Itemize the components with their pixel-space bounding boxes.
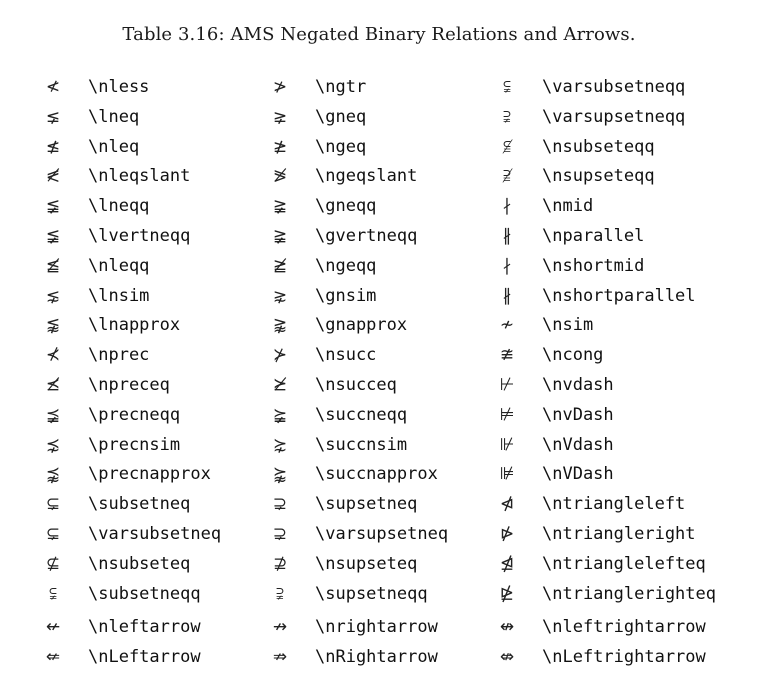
table-row bbox=[263, 72, 366, 102]
relation-symbol: ⪉ bbox=[45, 315, 61, 336]
latex-command: \nmid bbox=[542, 196, 594, 217]
table-row bbox=[263, 370, 397, 400]
latex-command: \lneq bbox=[88, 106, 140, 127]
relation-symbol: ∤ bbox=[502, 196, 512, 217]
latex-command: \ntriangleright bbox=[542, 524, 696, 544]
latex-command: \nVDash bbox=[542, 464, 614, 485]
table-row bbox=[36, 489, 190, 519]
relation-symbol: ⊀ bbox=[45, 345, 61, 366]
relation-symbol: ⫆̸ bbox=[503, 166, 511, 187]
table-row bbox=[263, 340, 376, 370]
relation-symbol: ≩ bbox=[272, 196, 288, 217]
table-row bbox=[263, 612, 438, 642]
latex-command: \gneq bbox=[315, 106, 367, 127]
relation-symbol: ≨ bbox=[45, 196, 61, 217]
table-row bbox=[490, 102, 685, 132]
latex-command: \nLeftarrow bbox=[88, 647, 201, 668]
relation-symbol: ⊮ bbox=[499, 434, 515, 455]
table-row bbox=[490, 489, 685, 519]
table-row bbox=[490, 370, 614, 400]
latex-command: \lnapprox bbox=[88, 315, 181, 336]
relation-symbol: ⋪ bbox=[499, 494, 515, 515]
relation-symbol: ⪯̸ bbox=[45, 375, 61, 395]
relation-symbol: ⪇ bbox=[45, 106, 61, 127]
table-row bbox=[36, 549, 190, 579]
relation-symbol: ⪵ bbox=[45, 404, 61, 425]
table-row bbox=[36, 579, 201, 609]
latex-command: \varsubsetneq bbox=[88, 524, 222, 544]
relation-symbol: ⇎ bbox=[499, 647, 515, 668]
latex-command: \precnsim bbox=[88, 434, 181, 455]
table-row bbox=[36, 519, 221, 549]
table-row bbox=[263, 251, 376, 281]
relation-symbol: ⊉ bbox=[272, 553, 288, 574]
latex-command: \gnsim bbox=[315, 285, 377, 306]
relation-symbol: ⊈ bbox=[45, 553, 61, 574]
relation-symbol: ⋫ bbox=[499, 524, 515, 544]
latex-command: \subsetneqq bbox=[88, 583, 201, 604]
latex-command: \lnsim bbox=[88, 285, 150, 306]
table-row bbox=[490, 281, 696, 311]
relation-symbol: ≮ bbox=[45, 77, 61, 97]
table-row bbox=[36, 400, 180, 430]
table-row bbox=[490, 519, 696, 549]
relation-symbol: ⊋ bbox=[272, 494, 288, 515]
latex-command: \succnsim bbox=[315, 434, 408, 455]
table-row bbox=[263, 191, 376, 221]
table-row bbox=[36, 221, 190, 251]
table-row bbox=[263, 310, 407, 340]
table-row bbox=[490, 310, 593, 340]
relation-symbol: ⪹ bbox=[45, 464, 61, 485]
latex-command: \nleq bbox=[88, 136, 140, 157]
latex-command: \nleftarrow bbox=[88, 617, 201, 638]
relation-symbol: ⊊ bbox=[45, 494, 61, 515]
latex-command: \supsetneqq bbox=[315, 583, 428, 604]
relation-symbol: ∤ bbox=[502, 255, 512, 276]
table-row bbox=[36, 459, 211, 489]
latex-command: \gvertneqq bbox=[315, 226, 418, 246]
latex-command: \ngtr bbox=[315, 77, 367, 97]
table-row bbox=[36, 370, 170, 400]
table-row bbox=[490, 161, 655, 191]
latex-command: \nsubseteqq bbox=[542, 136, 655, 157]
relation-symbol: ⪕̸ bbox=[45, 166, 61, 187]
latex-command: \ngeqslant bbox=[315, 166, 418, 187]
relation-symbol: ⫌ bbox=[503, 106, 511, 127]
latex-command: \ntriangleleft bbox=[542, 494, 686, 515]
latex-command: \nsim bbox=[542, 315, 594, 336]
table-row bbox=[490, 400, 614, 430]
latex-command: \npreceq bbox=[88, 375, 170, 395]
table-row bbox=[490, 340, 603, 370]
latex-command: \varsubsetneqq bbox=[542, 77, 686, 97]
relation-symbol: ⋨ bbox=[45, 434, 61, 455]
table-row bbox=[490, 430, 614, 460]
table-row bbox=[263, 281, 376, 311]
latex-command: \nleqq bbox=[88, 255, 150, 276]
table-row bbox=[36, 340, 149, 370]
relation-symbol: ⋭ bbox=[499, 583, 515, 604]
relation-symbol: ⊭ bbox=[499, 404, 515, 425]
latex-command: \nleqslant bbox=[88, 166, 191, 187]
latex-command: \nRightarrow bbox=[315, 647, 438, 668]
latex-command: \nsupseteq bbox=[315, 553, 418, 574]
relation-symbol: ↮ bbox=[499, 617, 515, 638]
table-row bbox=[490, 132, 655, 162]
table-row bbox=[263, 132, 366, 162]
latex-command: \varsupsetneqq bbox=[542, 106, 686, 127]
latex-command: \nless bbox=[88, 77, 150, 97]
table-row bbox=[263, 102, 366, 132]
relation-symbol: ⫌ bbox=[276, 583, 284, 604]
latex-command: \nsucceq bbox=[315, 375, 397, 395]
latex-command: \succnapprox bbox=[315, 464, 438, 485]
table-row bbox=[263, 161, 417, 191]
table-row bbox=[490, 642, 706, 672]
latex-command: \nsupseteqq bbox=[542, 166, 655, 187]
table-row bbox=[490, 579, 716, 609]
latex-command: \ncong bbox=[542, 345, 604, 366]
latex-command: \nrightarrow bbox=[315, 617, 438, 638]
relation-symbol: ⋧ bbox=[272, 285, 288, 306]
latex-command: \ngeqq bbox=[315, 255, 377, 276]
latex-command: \gnapprox bbox=[315, 315, 408, 336]
relation-symbol: ⋩ bbox=[272, 434, 288, 455]
latex-command: \lneqq bbox=[88, 196, 150, 217]
relation-symbol: ⪖̸ bbox=[272, 166, 288, 187]
relation-symbol: ⋦ bbox=[45, 285, 61, 306]
table-row bbox=[263, 579, 428, 609]
latex-command: \ngeq bbox=[315, 136, 367, 157]
latex-command: \lvertneqq bbox=[88, 226, 191, 246]
latex-command: \subsetneq bbox=[88, 494, 191, 515]
latex-command: \ntrianglelefteq bbox=[542, 553, 706, 574]
table-row bbox=[490, 612, 706, 642]
relation-symbol: ↚ bbox=[45, 617, 61, 638]
latex-command: \supsetneq bbox=[315, 494, 418, 515]
table-row bbox=[36, 612, 201, 642]
relation-symbol: ⇍ bbox=[45, 647, 61, 668]
table-row bbox=[36, 310, 180, 340]
relation-symbol: ⊁ bbox=[272, 345, 288, 366]
relation-symbol: ⪰̸ bbox=[272, 375, 288, 395]
latex-command: \nvdash bbox=[542, 375, 614, 395]
relation-symbol: ⪺ bbox=[272, 464, 288, 485]
table-row bbox=[490, 549, 706, 579]
latex-command: \nshortmid bbox=[542, 255, 645, 276]
latex-command: \nvDash bbox=[542, 404, 614, 425]
latex-command: \nparallel bbox=[542, 226, 645, 246]
latex-command: \nshortparallel bbox=[542, 285, 696, 306]
latex-command: \nsubseteq bbox=[88, 553, 191, 574]
relation-symbol: ≦̸ bbox=[45, 255, 61, 276]
table-row bbox=[263, 549, 417, 579]
relation-symbol: ∦ bbox=[502, 226, 512, 246]
table-row bbox=[263, 519, 448, 549]
relation-symbol: ≇ bbox=[499, 345, 515, 366]
relation-symbol: ⊯ bbox=[499, 464, 515, 485]
latex-command: \nsucc bbox=[315, 345, 377, 366]
relation-symbol: ∦ bbox=[502, 285, 512, 306]
relation-symbol: ⇏ bbox=[272, 647, 288, 668]
table-row bbox=[490, 221, 644, 251]
relation-symbol: ≁ bbox=[499, 315, 515, 336]
table-row bbox=[263, 221, 417, 251]
latex-command: \nLeftrightarrow bbox=[542, 647, 706, 668]
relation-symbol: ⊋ bbox=[272, 524, 288, 544]
table-row bbox=[36, 191, 149, 221]
table-row bbox=[490, 72, 685, 102]
relation-symbol: ⪶ bbox=[272, 404, 288, 425]
table-row bbox=[263, 430, 407, 460]
table-row bbox=[263, 459, 438, 489]
relation-symbol: ⪊ bbox=[272, 315, 288, 336]
latex-command: \nprec bbox=[88, 345, 150, 366]
table-row bbox=[490, 251, 644, 281]
table-row bbox=[36, 132, 139, 162]
relation-symbol: ⫋ bbox=[49, 583, 57, 604]
table-row bbox=[36, 430, 180, 460]
table-row bbox=[36, 281, 149, 311]
table-row bbox=[36, 161, 190, 191]
relation-symbol: ⋬ bbox=[499, 553, 515, 574]
relation-symbol: ≧̸ bbox=[272, 255, 288, 276]
latex-command: \nleftrightarrow bbox=[542, 617, 706, 638]
table-row bbox=[36, 642, 201, 672]
table-row bbox=[263, 489, 417, 519]
relation-symbol: ≱ bbox=[272, 136, 288, 157]
relation-symbol: ≯ bbox=[272, 77, 288, 97]
latex-command: \gneqq bbox=[315, 196, 377, 217]
table-row bbox=[263, 400, 407, 430]
table-caption: Table 3.16: AMS Negated Binary Relations and Arrows. bbox=[122, 24, 636, 45]
relation-symbol: ≩ bbox=[272, 226, 288, 246]
table-row bbox=[490, 459, 614, 489]
latex-command: \succneqq bbox=[315, 404, 408, 425]
relation-symbol: ⊊ bbox=[45, 524, 61, 544]
latex-command: \precnapprox bbox=[88, 464, 211, 485]
relation-symbol: ⊬ bbox=[499, 375, 515, 395]
table-row bbox=[36, 251, 149, 281]
latex-command: \nVdash bbox=[542, 434, 614, 455]
latex-command: \precneqq bbox=[88, 404, 181, 425]
relation-symbol: ↛ bbox=[272, 617, 288, 638]
latex-command: \ntrianglerighteq bbox=[542, 583, 716, 604]
relation-symbol: ⪈ bbox=[272, 106, 288, 127]
relation-symbol: ≨ bbox=[45, 226, 61, 246]
relation-symbol: ⫋ bbox=[503, 77, 511, 97]
table-row bbox=[36, 72, 149, 102]
table-row bbox=[36, 102, 139, 132]
table-row bbox=[263, 642, 438, 672]
relation-symbol: ≰ bbox=[45, 136, 61, 157]
relation-symbol: ⫅̸ bbox=[503, 136, 511, 157]
table-row bbox=[490, 191, 593, 221]
latex-command: \varsupsetneq bbox=[315, 524, 449, 544]
